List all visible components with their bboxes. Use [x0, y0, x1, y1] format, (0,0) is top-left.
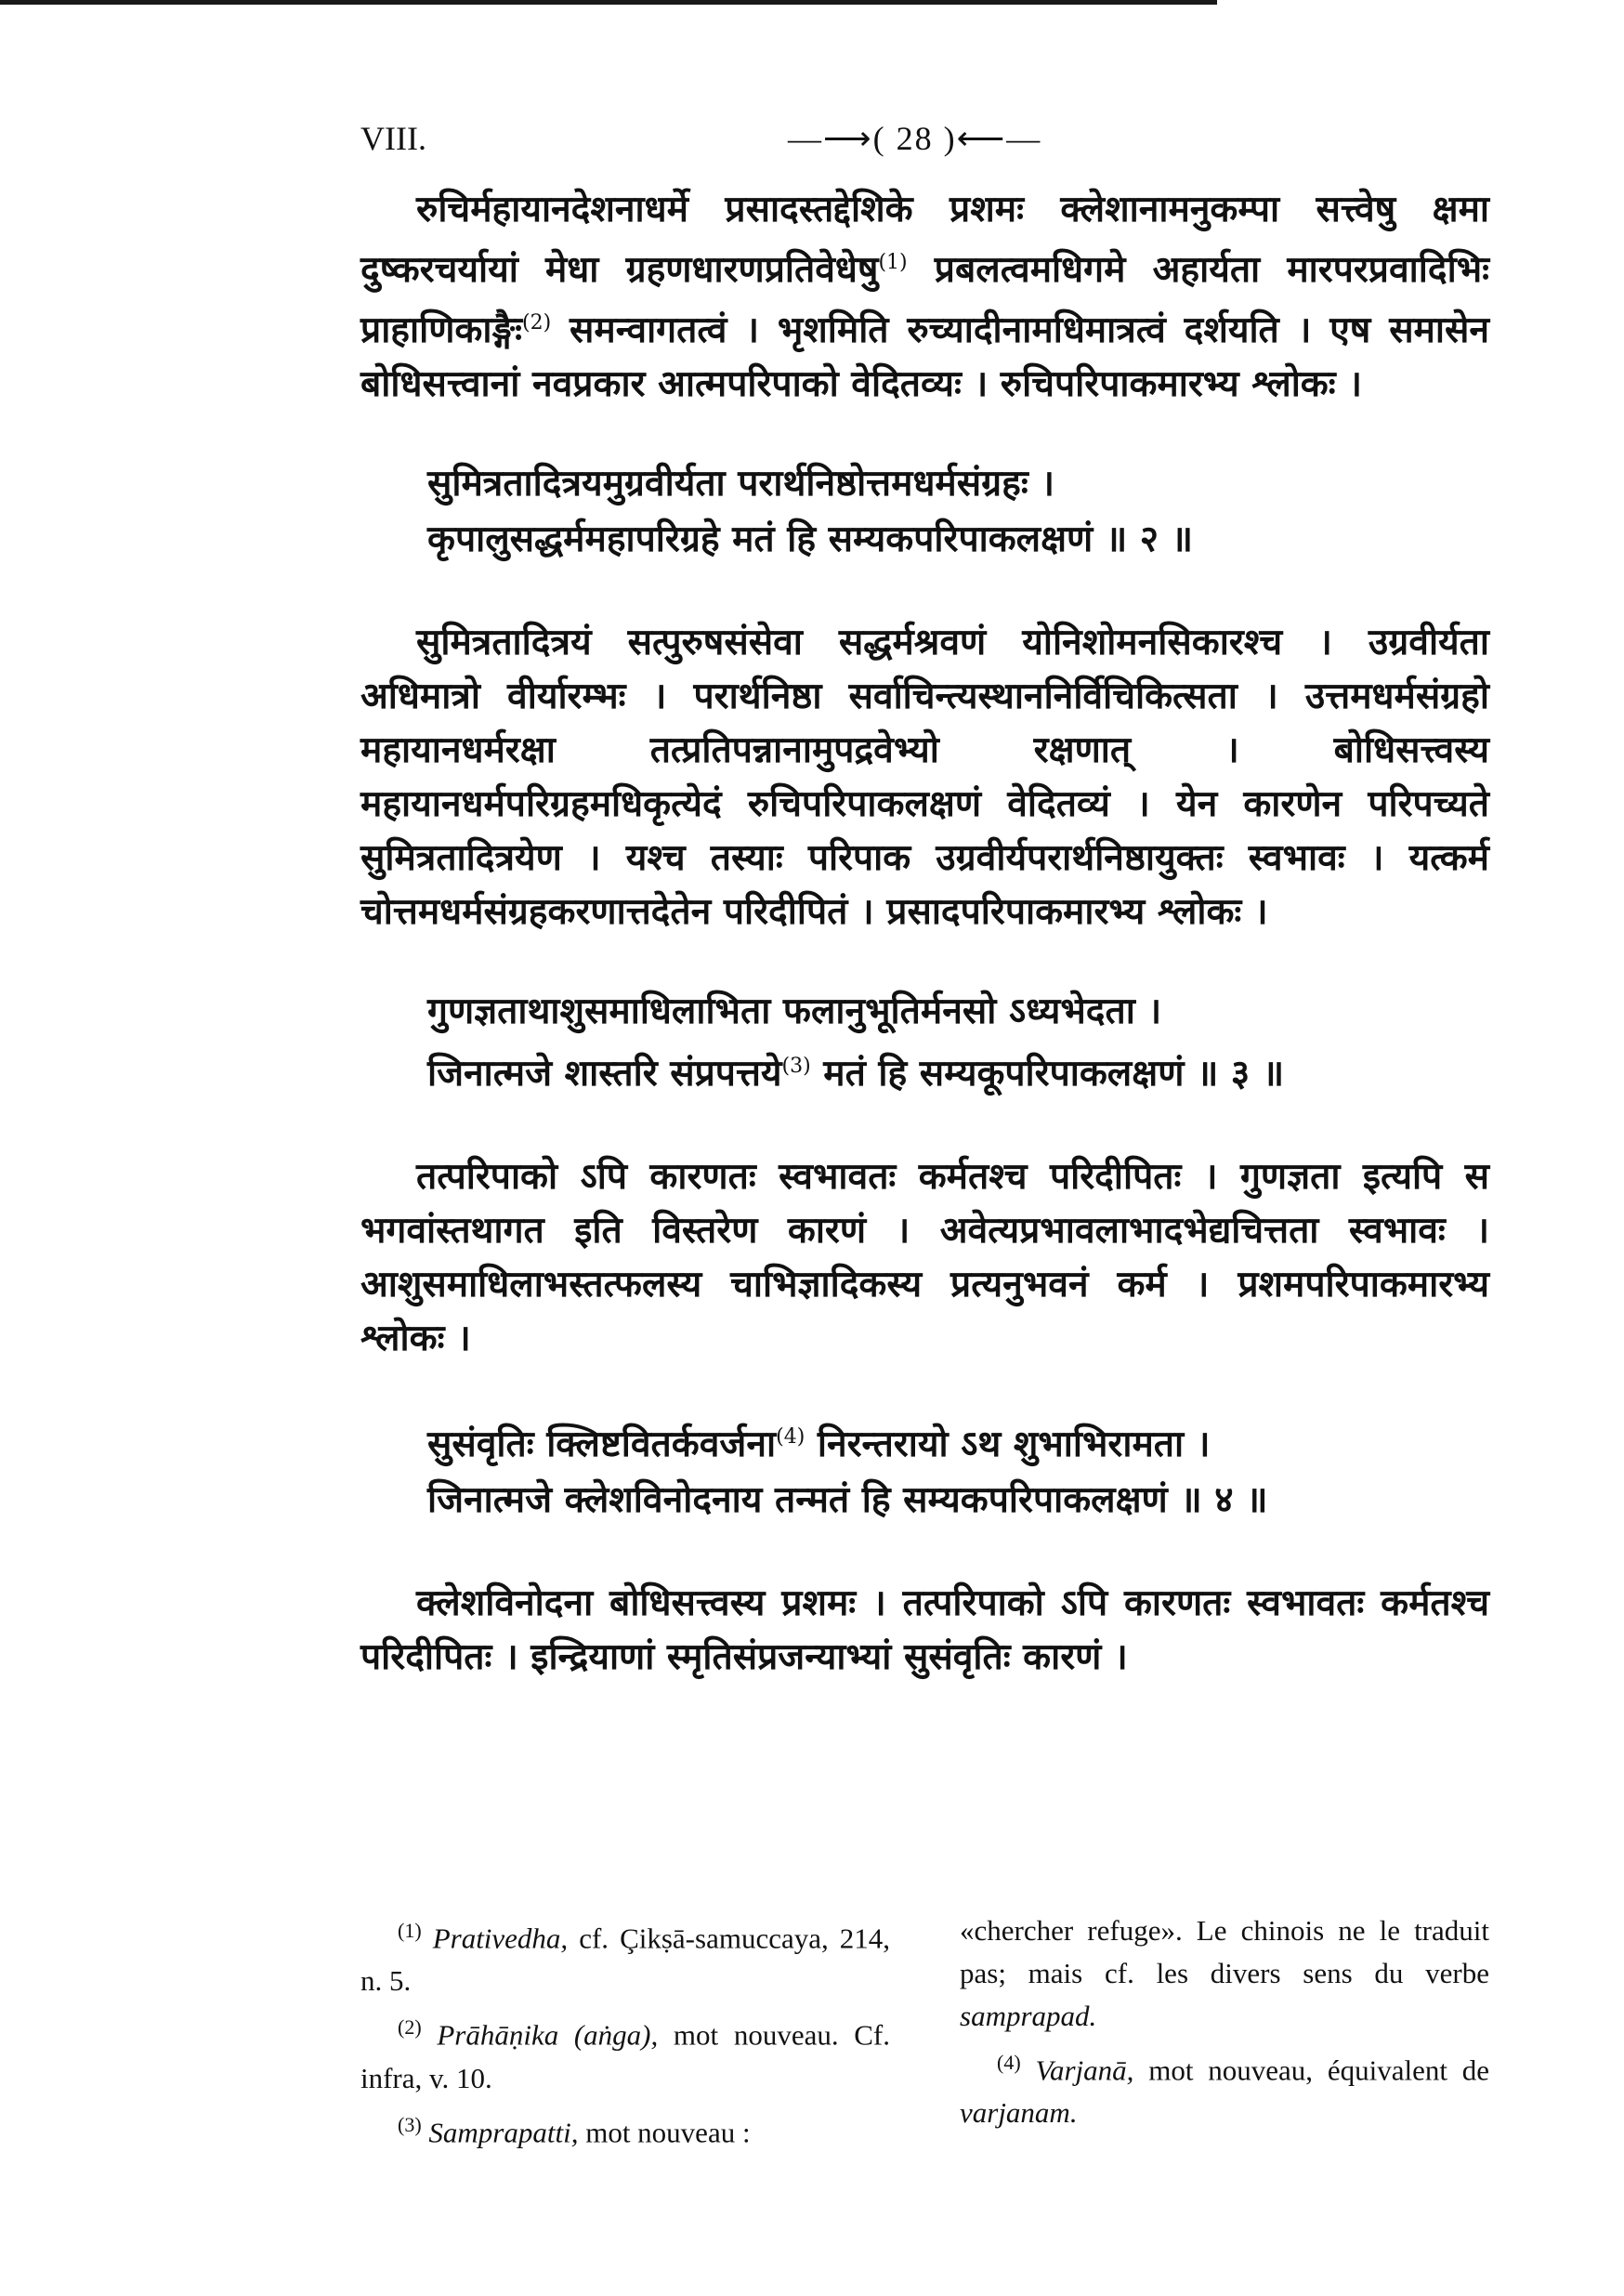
footnote-4-term: Varjanā, — [1035, 2053, 1134, 2087]
footnote-ref-3[interactable]: (3) — [781, 1055, 811, 1078]
footnote-3-cont-text: «chercher refuge». Le chinois ne le traduit pas; mais cf. les divers sens du verbe — [960, 1914, 1489, 1989]
verse-2-line-2: कृपालुसद्धर्ममहापरिग्रहे मतं हि सम्यकपरिपाकलक्षणं ॥ २ ॥ — [427, 518, 1193, 560]
main-text — [360, 182, 1489, 1728]
footnote-4 — [960, 2041, 1489, 2134]
paragraph-4: क्लेशविनोदना बोधिसत्त्वस्य प्रशमः । तत्परिपाको ऽपि कारणतः स्वभावतः कर्मतश्च परिदीपितः । इन्द्रियाणां स्मृतिसंप्रजन्याभ्यां सुसंवृतिः कारणं । — [360, 1581, 1489, 1678]
footnote-1-text: cf. Çikṣā-samuccaya, 214, n. 5. — [360, 1922, 890, 1998]
section-number: VIII. — [360, 120, 426, 157]
footnote-ref-1[interactable]: (1) — [878, 251, 908, 274]
footnote-2 — [360, 2006, 890, 2099]
verse-4-line-2: जिनात्मजे क्लेशविनोदनाय तन्मतं हि सम्यकपरिपाकलक्षणं ॥ ४ ॥ — [427, 1478, 1268, 1521]
paragraph-3: तत्परिपाको ऽपि कारणतः स्वभावतः कर्मतश्च परिदीपितः । गुणज्ञता इत्यपि स भगवांस्तथागत इति विस्तरेण कारणं । अवेत्यप्रभावलाभादभेद्यचित्तता स्वभावः । आशुसमाधिलाभस्तत्फलस्य चाभिज्ञादिकस्य प्रत्यनुभवनं कर्म । प्रशमपरिपाकमारभ्य श्लोकः । — [360, 1155, 1489, 1359]
footnote-2-term: Prāhāṇika (aṅga), — [437, 2018, 659, 2052]
footnote-4-text-term: varjanam. — [960, 2096, 1078, 2130]
verse-3-line-2-b: मतं हि सम्यकूपरिपाकलक्षणं ॥ ३ ॥ — [810, 1052, 1285, 1095]
footnotes-left-column — [360, 1909, 890, 2158]
footnote-3-term: Samprapatti, — [428, 2115, 579, 2148]
footnote-3-continued — [960, 1909, 1489, 2038]
footnote-ref-2[interactable]: (2) — [522, 311, 552, 335]
footnote-2-mark: (2) — [398, 2015, 422, 2040]
footnote-3-text: mot nouveau : — [578, 2115, 751, 2148]
paragraph-1-text: रुचिर्महायानदेशनाधर्मे प्रसादस्तद्देशिके प्रशमः क्लेशानामनुकम्पा सत्त्वेषु क्षमा दुष्करचर्यायां मेधा ग्रहणधारणप्रतिवेधेषु — [360, 188, 1489, 291]
footnote-2-text: mot nouveau. Cf. infra, v. 10. — [360, 2018, 890, 2094]
footnote-4-text: mot nouveau, équivalent de — [1133, 2053, 1490, 2087]
footnotes — [360, 1909, 1489, 2158]
page-number: —⟶( 28 )⟵— — [788, 120, 1042, 157]
page-header — [360, 119, 1513, 165]
footnote-1-term: Prativedha, — [432, 1922, 569, 1955]
paragraph-1-text-c: समन्वागतत्वं । भृशमिति रुच्यादीनामधिमात्रत्वं दर्शयति । एष समासेन बोधिसत्त्वानां नवप्रकार आत्मपरिपाको वेदितव्यः । रुचिपरिपाकमारभ्य श्लोकः । — [360, 308, 1489, 405]
paragraph-1-text-b: प्रबलत्वमधिगमे अहार्यता मारपरप्रवादिभिः प्राहाणिकाङ्गैः — [360, 248, 1489, 351]
verse-3 — [427, 983, 1489, 1101]
top-border-line — [0, 0, 1217, 5]
verse-3-line-2-a: जिनात्मजे शास्तरि संप्रपत्तये — [427, 1052, 782, 1095]
footnotes-right-column — [960, 1909, 1489, 2158]
verse-4 — [427, 1410, 1489, 1528]
footnote-4-mark: (4) — [997, 2051, 1021, 2074]
paragraph-1 — [360, 182, 1489, 411]
footnote-3 — [360, 2104, 890, 2154]
footnote-1-mark: (1) — [398, 1919, 422, 1942]
verse-3-line-1: गुणज्ञताथाशुसमाधिलाभिता फलानुभूतिर्मनसो ऽध्यभेदता । — [427, 990, 1162, 1032]
verse-2-line-1: सुमित्रतादित्रयमुग्रवीर्यता परार्थनिष्ठोत्तमधर्मसंग्रहः । — [427, 462, 1055, 505]
footnote-ref-4[interactable]: (4) — [776, 1425, 805, 1449]
verse-2 — [427, 455, 1489, 567]
footnote-3-mark: (3) — [398, 2112, 422, 2136]
paragraph-2: सुमित्रतादित्रयं सत्पुरुषसंसेवा सद्धर्मश्रवणं योनिशोमनसिकारश्च । उग्रवीर्यता अधिमात्रो वीर्यारम्भः । परार्थनिष्ठा सर्वाचिन्त्यस्थाननिर्विचिकित्सता । उत्तमधर्मसंग्रहो महायानधर्मरक्षा तत्प्रतिपन्नानामुपद्रवेभ्यो रक्षणात् । बोधिसत्त्वस्य महायानधर्मपरिग्रहमधिकृत्येदं रुचिपरिपाकलक्षणं वेदितव्यं । येन कारणेन परिपच्यते सुमित्रतादित्रयेण । यश्च तस्याः परिपाक उग्रवीर्यपरार्थनिष्ठायुक्तः स्वभावः । यत्कर्म चोत्तमधर्मसंग्रहकरणात्तदेतेन परिदीपितं । प्रसादपरिपाकमारभ्य श्लोकः । — [360, 621, 1489, 933]
verse-4-line-1-b: निरन्तरायो ऽथ शुभाभिरामता । — [805, 1423, 1211, 1465]
verse-4-line-1 — [427, 1410, 1489, 1472]
footnote-1 — [360, 1909, 890, 2002]
verse-3-line-2 — [427, 1039, 1489, 1101]
verse-4-line-1-a: सुसंवृतिः क्लिष्टवितर्कवर्जना — [427, 1423, 777, 1465]
footnote-3-cont-term: samprapad. — [960, 2000, 1097, 2032]
